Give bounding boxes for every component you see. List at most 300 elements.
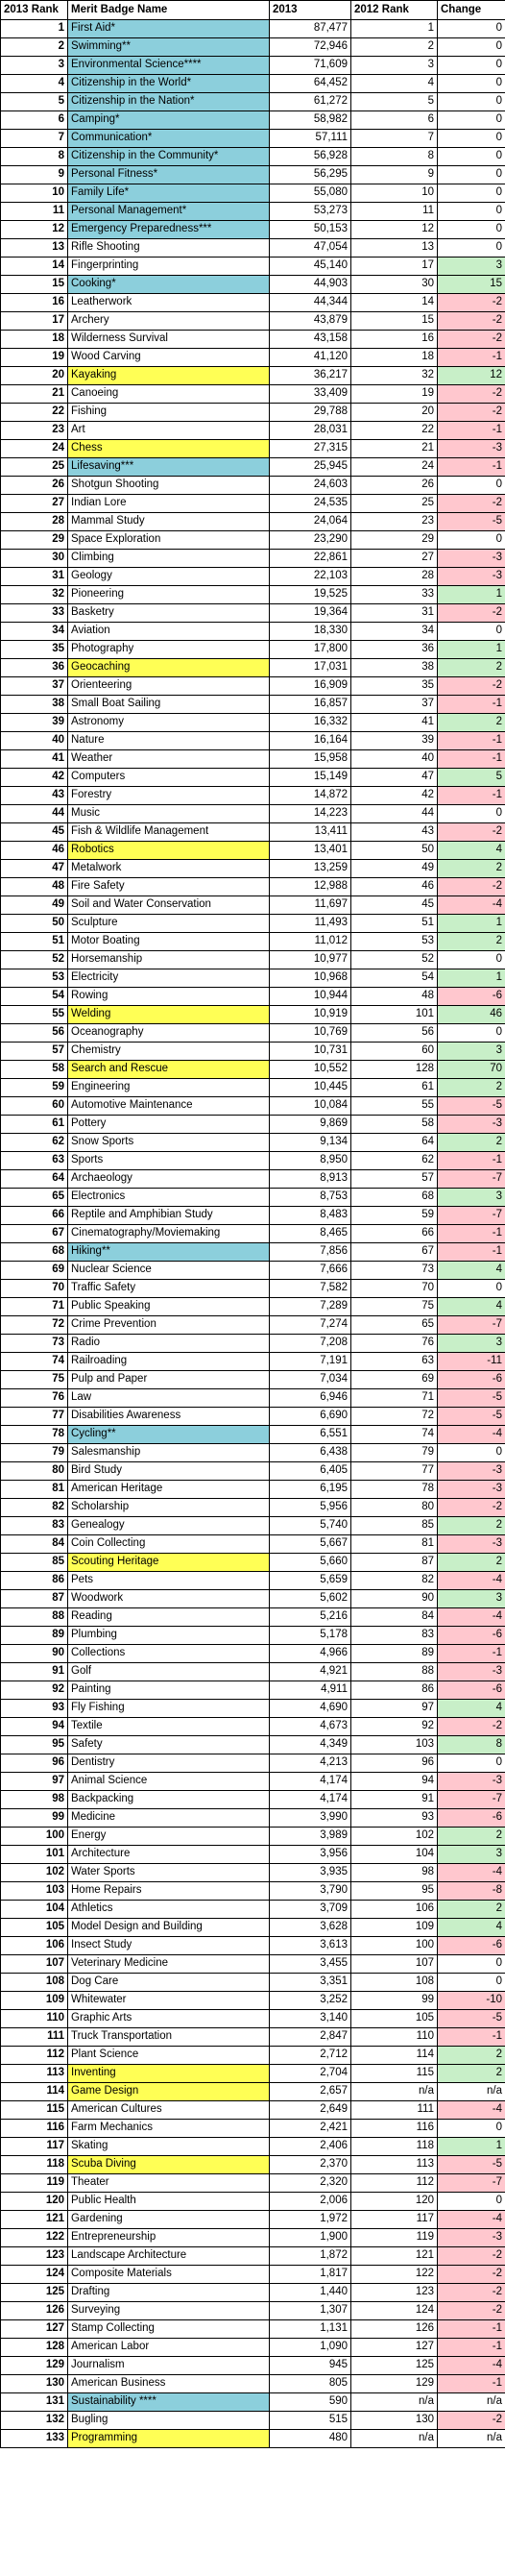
- count-2013-cell: 33,409: [270, 385, 351, 404]
- change-cell: -2: [438, 331, 505, 349]
- badge-name-cell: Insect Study: [68, 1937, 270, 1955]
- badge-name-cell: Fly Fishing: [68, 1700, 270, 1718]
- table-row: [1, 2211, 505, 2229]
- table-row: [1, 1645, 505, 1663]
- table-row: [1, 166, 505, 184]
- rank-cell: 37: [1, 677, 68, 696]
- count-2013-cell: 45,140: [270, 258, 351, 276]
- change-cell: -6: [438, 1937, 505, 1955]
- count-2013-cell: 19,525: [270, 586, 351, 604]
- change-cell: -6: [438, 1681, 505, 1700]
- table-row: [1, 57, 505, 75]
- rank-cell: 64: [1, 1170, 68, 1189]
- count-2013-cell: 9,134: [270, 1134, 351, 1152]
- badge-name-cell: Genealogy: [68, 1517, 270, 1535]
- rank-cell: 71: [1, 1298, 68, 1316]
- rank-2012-cell: 42: [351, 787, 438, 805]
- change-cell: 0: [438, 203, 505, 221]
- change-cell: 2: [438, 2065, 505, 2083]
- table-row: [1, 2393, 505, 2412]
- badge-name-cell: Home Repairs: [68, 1882, 270, 1901]
- rank-cell: 111: [1, 2028, 68, 2047]
- count-2013-cell: 10,968: [270, 969, 351, 988]
- change-cell: -2: [438, 2266, 505, 2284]
- rank-cell: 70: [1, 1280, 68, 1298]
- table-row: [1, 623, 505, 641]
- rank-cell: 3: [1, 57, 68, 75]
- badge-name-cell: Kayaking: [68, 367, 270, 385]
- rank-2012-cell: 117: [351, 2211, 438, 2229]
- change-cell: 0: [438, 1444, 505, 1462]
- rank-2012-cell: 16: [351, 331, 438, 349]
- rank-cell: 73: [1, 1335, 68, 1353]
- badge-name-cell: Veterinary Medicine: [68, 1955, 270, 1974]
- rank-2012-cell: 69: [351, 1371, 438, 1389]
- table-row: [1, 2247, 505, 2266]
- table-row: [1, 1681, 505, 1700]
- rank-2012-cell: 28: [351, 568, 438, 586]
- badge-name-cell: Sculpture: [68, 915, 270, 933]
- count-2013-cell: 7,274: [270, 1316, 351, 1335]
- badge-name-cell: Architecture: [68, 1846, 270, 1864]
- table-row: [1, 2357, 505, 2375]
- rank-2012-cell: 11: [351, 203, 438, 221]
- change-cell: 0: [438, 1754, 505, 1773]
- change-cell: 70: [438, 1061, 505, 1079]
- table-row: [1, 1353, 505, 1371]
- rank-cell: 85: [1, 1554, 68, 1572]
- rank-2012-cell: 54: [351, 969, 438, 988]
- badge-name-cell: Salesmanship: [68, 1444, 270, 1462]
- rank-cell: 106: [1, 1937, 68, 1955]
- rank-cell: 18: [1, 331, 68, 349]
- table-row: [1, 1462, 505, 1481]
- rank-cell: 121: [1, 2211, 68, 2229]
- change-cell: 3: [438, 1846, 505, 1864]
- table-row: [1, 1024, 505, 1043]
- rank-cell: 86: [1, 1572, 68, 1590]
- count-2013-cell: 13,259: [270, 860, 351, 878]
- count-2013-cell: 24,064: [270, 513, 351, 531]
- rank-2012-cell: 123: [351, 2284, 438, 2302]
- badge-name-cell: Drafting: [68, 2284, 270, 2302]
- table-row: [1, 1170, 505, 1189]
- rank-2012-cell: 112: [351, 2174, 438, 2193]
- table-row: [1, 2065, 505, 2083]
- table-row: [1, 732, 505, 750]
- badge-name-cell: Plumbing: [68, 1627, 270, 1645]
- change-cell: -5: [438, 2156, 505, 2174]
- rank-cell: 79: [1, 1444, 68, 1462]
- table-row: [1, 1937, 505, 1955]
- rank-2012-cell: 93: [351, 1809, 438, 1828]
- table-row: [1, 422, 505, 440]
- rank-2012-cell: 68: [351, 1189, 438, 1207]
- count-2013-cell: 13,411: [270, 823, 351, 842]
- badge-name-cell: Geocaching: [68, 659, 270, 677]
- table-row: [1, 2320, 505, 2339]
- rank-2012-cell: 39: [351, 732, 438, 750]
- table-row: [1, 896, 505, 915]
- badge-name-cell: Horsemanship: [68, 951, 270, 969]
- count-2013-cell: 13,401: [270, 842, 351, 860]
- badge-name-cell: Cooking*: [68, 276, 270, 294]
- badge-name-cell: Astronomy: [68, 714, 270, 732]
- rank-cell: 46: [1, 842, 68, 860]
- change-cell: n/a: [438, 2430, 505, 2448]
- badge-name-cell: Citizenship in the Community*: [68, 148, 270, 166]
- change-cell: -1: [438, 1152, 505, 1170]
- table-row: [1, 1444, 505, 1462]
- change-cell: -4: [438, 1864, 505, 1882]
- table-row: [1, 641, 505, 659]
- badge-name-cell: Animal Science: [68, 1773, 270, 1791]
- badge-name-cell: Radio: [68, 1335, 270, 1353]
- table-row: [1, 1955, 505, 1974]
- rank-2012-cell: 126: [351, 2320, 438, 2339]
- rank-cell: 96: [1, 1754, 68, 1773]
- table-row: [1, 1335, 505, 1353]
- rank-cell: 119: [1, 2174, 68, 2193]
- count-2013-cell: 3,709: [270, 1901, 351, 1919]
- badge-name-cell: Traffic Safety: [68, 1280, 270, 1298]
- count-2013-cell: 71,609: [270, 57, 351, 75]
- count-2013-cell: 3,956: [270, 1846, 351, 1864]
- rank-cell: 95: [1, 1736, 68, 1754]
- change-cell: -2: [438, 677, 505, 696]
- change-cell: 0: [438, 38, 505, 57]
- count-2013-cell: 6,195: [270, 1481, 351, 1499]
- rank-cell: 57: [1, 1043, 68, 1061]
- table-row: [1, 458, 505, 477]
- badge-name-cell: Crime Prevention: [68, 1316, 270, 1335]
- rank-2012-cell: 102: [351, 1828, 438, 1846]
- change-cell: 0: [438, 477, 505, 495]
- rank-cell: 41: [1, 750, 68, 769]
- count-2013-cell: 72,946: [270, 38, 351, 57]
- count-2013-cell: 8,753: [270, 1189, 351, 1207]
- table-row: [1, 1809, 505, 1828]
- count-2013-cell: 3,252: [270, 1992, 351, 2010]
- count-2013-cell: 24,603: [270, 477, 351, 495]
- count-2013-cell: 8,483: [270, 1207, 351, 1225]
- rank-2012-cell: 35: [351, 677, 438, 696]
- count-2013-cell: 2,704: [270, 2065, 351, 2083]
- table-row: [1, 769, 505, 787]
- table-row: [1, 2193, 505, 2211]
- count-2013-cell: 5,216: [270, 1608, 351, 1627]
- rank-cell: 103: [1, 1882, 68, 1901]
- count-2013-cell: 36,217: [270, 367, 351, 385]
- badge-name-cell: Surveying: [68, 2302, 270, 2320]
- change-cell: -1: [438, 2028, 505, 2047]
- table-row: [1, 1262, 505, 1280]
- count-2013-cell: 24,535: [270, 495, 351, 513]
- rank-cell: 92: [1, 1681, 68, 1700]
- rank-cell: 66: [1, 1207, 68, 1225]
- rank-2012-cell: 75: [351, 1298, 438, 1316]
- badge-name-cell: Pottery: [68, 1116, 270, 1134]
- rank-cell: 55: [1, 1006, 68, 1024]
- rank-2012-cell: 88: [351, 1663, 438, 1681]
- count-2013-cell: 50,153: [270, 221, 351, 239]
- count-2013-cell: 3,990: [270, 1809, 351, 1828]
- table-row: [1, 2138, 505, 2156]
- change-cell: 4: [438, 1700, 505, 1718]
- change-cell: 8: [438, 1736, 505, 1754]
- rank-2012-cell: 71: [351, 1389, 438, 1408]
- badge-name-cell: Citizenship in the World*: [68, 75, 270, 93]
- rank-2012-cell: 116: [351, 2120, 438, 2138]
- count-2013-cell: 2,649: [270, 2101, 351, 2120]
- badge-name-cell: Environmental Science****: [68, 57, 270, 75]
- change-cell: 0: [438, 1955, 505, 1974]
- rank-2012-cell: 26: [351, 477, 438, 495]
- count-2013-cell: 6,551: [270, 1426, 351, 1444]
- count-2013-cell: 22,861: [270, 550, 351, 568]
- rank-cell: 98: [1, 1791, 68, 1809]
- rank-2012-cell: 46: [351, 878, 438, 896]
- rank-2012-cell: 24: [351, 458, 438, 477]
- count-2013-cell: 6,946: [270, 1389, 351, 1408]
- badge-name-cell: Stamp Collecting: [68, 2320, 270, 2339]
- table-row: [1, 1535, 505, 1554]
- count-2013-cell: 7,191: [270, 1353, 351, 1371]
- rank-2012-cell: 43: [351, 823, 438, 842]
- table-row: [1, 1298, 505, 1316]
- count-2013-cell: 4,690: [270, 1700, 351, 1718]
- change-cell: 4: [438, 842, 505, 860]
- badge-name-cell: Cinematography/Moviemaking: [68, 1225, 270, 1243]
- count-2013-cell: 16,332: [270, 714, 351, 732]
- change-cell: 2: [438, 714, 505, 732]
- rank-cell: 100: [1, 1828, 68, 1846]
- count-2013-cell: 4,673: [270, 1718, 351, 1736]
- count-2013-cell: 16,909: [270, 677, 351, 696]
- rank-2012-cell: 5: [351, 93, 438, 111]
- rank-cell: 52: [1, 951, 68, 969]
- badge-name-cell: Nuclear Science: [68, 1262, 270, 1280]
- count-2013-cell: 10,445: [270, 1079, 351, 1097]
- rank-2012-cell: 127: [351, 2339, 438, 2357]
- header-change: Change: [438, 1, 505, 20]
- count-2013-cell: 3,989: [270, 1828, 351, 1846]
- rank-2012-cell: 7: [351, 130, 438, 148]
- table-row: [1, 696, 505, 714]
- count-2013-cell: 22,103: [270, 568, 351, 586]
- table-row: [1, 1517, 505, 1535]
- table-row: [1, 312, 505, 331]
- badge-name-cell: Chemistry: [68, 1043, 270, 1061]
- rank-2012-cell: 72: [351, 1408, 438, 1426]
- change-cell: 2: [438, 860, 505, 878]
- count-2013-cell: 7,034: [270, 1371, 351, 1389]
- change-cell: 2: [438, 933, 505, 951]
- table-row: [1, 2120, 505, 2138]
- change-cell: 0: [438, 111, 505, 130]
- badge-name-cell: Reptile and Amphibian Study: [68, 1207, 270, 1225]
- badge-name-cell: Welding: [68, 1006, 270, 1024]
- change-cell: 15: [438, 276, 505, 294]
- change-cell: 0: [438, 148, 505, 166]
- count-2013-cell: 1,090: [270, 2339, 351, 2357]
- rank-2012-cell: 55: [351, 1097, 438, 1116]
- change-cell: 4: [438, 1298, 505, 1316]
- badge-name-cell: Archaeology: [68, 1170, 270, 1189]
- badge-name-cell: Bird Study: [68, 1462, 270, 1481]
- rank-2012-cell: 20: [351, 404, 438, 422]
- rank-2012-cell: 37: [351, 696, 438, 714]
- table-row: [1, 805, 505, 823]
- rank-2012-cell: 23: [351, 513, 438, 531]
- count-2013-cell: 5,178: [270, 1627, 351, 1645]
- table-row: [1, 2302, 505, 2320]
- count-2013-cell: 805: [270, 2375, 351, 2393]
- change-cell: -2: [438, 294, 505, 312]
- rank-cell: 74: [1, 1353, 68, 1371]
- rank-2012-cell: 118: [351, 2138, 438, 2156]
- change-cell: -2: [438, 495, 505, 513]
- change-cell: 0: [438, 184, 505, 203]
- change-cell: -7: [438, 2174, 505, 2193]
- table-row: [1, 1882, 505, 1901]
- change-cell: -5: [438, 513, 505, 531]
- rank-cell: 23: [1, 422, 68, 440]
- badge-name-cell: Medicine: [68, 1809, 270, 1828]
- rank-cell: 104: [1, 1901, 68, 1919]
- count-2013-cell: 41,120: [270, 349, 351, 367]
- rank-cell: 131: [1, 2393, 68, 2412]
- rank-2012-cell: 105: [351, 2010, 438, 2028]
- table-row: [1, 276, 505, 294]
- badge-name-cell: Dentistry: [68, 1754, 270, 1773]
- table-row: [1, 184, 505, 203]
- change-cell: 2: [438, 2047, 505, 2065]
- rank-cell: 13: [1, 239, 68, 258]
- badge-name-cell: Backpacking: [68, 1791, 270, 1809]
- change-cell: -2: [438, 1499, 505, 1517]
- rank-2012-cell: 80: [351, 1499, 438, 1517]
- rank-cell: 87: [1, 1590, 68, 1608]
- change-cell: 0: [438, 2193, 505, 2211]
- rank-cell: 48: [1, 878, 68, 896]
- rank-cell: 102: [1, 1864, 68, 1882]
- change-cell: -4: [438, 1608, 505, 1627]
- rank-2012-cell: 119: [351, 2229, 438, 2247]
- rank-cell: 91: [1, 1663, 68, 1681]
- badge-name-cell: Public Speaking: [68, 1298, 270, 1316]
- table-row: [1, 550, 505, 568]
- rank-cell: 108: [1, 1974, 68, 1992]
- count-2013-cell: 10,769: [270, 1024, 351, 1043]
- rank-2012-cell: 114: [351, 2047, 438, 2065]
- count-2013-cell: 29,788: [270, 404, 351, 422]
- table-row: [1, 93, 505, 111]
- change-cell: -3: [438, 568, 505, 586]
- badge-name-cell: Electronics: [68, 1189, 270, 1207]
- table-row: [1, 1554, 505, 1572]
- badge-name-cell: Fishing: [68, 404, 270, 422]
- rank-2012-cell: 130: [351, 2412, 438, 2430]
- header-rank-2012: 2012 Rank: [351, 1, 438, 20]
- count-2013-cell: 15,958: [270, 750, 351, 769]
- rank-2012-cell: 97: [351, 1700, 438, 1718]
- rank-cell: 36: [1, 659, 68, 677]
- count-2013-cell: 16,164: [270, 732, 351, 750]
- badge-name-cell: Mammal Study: [68, 513, 270, 531]
- count-2013-cell: 15,149: [270, 769, 351, 787]
- table-row: [1, 1700, 505, 1718]
- table-row: [1, 1116, 505, 1134]
- count-2013-cell: 18,330: [270, 623, 351, 641]
- change-cell: 0: [438, 93, 505, 111]
- rank-cell: 45: [1, 823, 68, 842]
- change-cell: 3: [438, 258, 505, 276]
- badge-name-cell: Scouting Heritage: [68, 1554, 270, 1572]
- badge-name-cell: Sports: [68, 1152, 270, 1170]
- table-row: [1, 1006, 505, 1024]
- rank-2012-cell: 66: [351, 1225, 438, 1243]
- change-cell: -1: [438, 422, 505, 440]
- change-cell: 2: [438, 1134, 505, 1152]
- count-2013-cell: 1,972: [270, 2211, 351, 2229]
- table-row: [1, 349, 505, 367]
- change-cell: -2: [438, 1718, 505, 1736]
- table-row: [1, 933, 505, 951]
- table-row: [1, 2375, 505, 2393]
- table-row: [1, 1189, 505, 1207]
- badge-name-cell: Communication*: [68, 130, 270, 148]
- badge-name-cell: Hiking**: [68, 1243, 270, 1262]
- badge-name-cell: Art: [68, 422, 270, 440]
- badge-name-cell: Journalism: [68, 2357, 270, 2375]
- rank-cell: 81: [1, 1481, 68, 1499]
- badge-name-cell: Computers: [68, 769, 270, 787]
- change-cell: 0: [438, 75, 505, 93]
- rank-cell: 32: [1, 586, 68, 604]
- rank-2012-cell: n/a: [351, 2430, 438, 2448]
- rank-cell: 129: [1, 2357, 68, 2375]
- change-cell: -10: [438, 1992, 505, 2010]
- rank-cell: 75: [1, 1371, 68, 1389]
- rank-2012-cell: 67: [351, 1243, 438, 1262]
- change-cell: -2: [438, 385, 505, 404]
- rank-2012-cell: 1: [351, 20, 438, 38]
- badge-name-cell: Law: [68, 1389, 270, 1408]
- rank-2012-cell: 9: [351, 166, 438, 184]
- change-cell: -6: [438, 1371, 505, 1389]
- count-2013-cell: 23,290: [270, 531, 351, 550]
- badge-name-cell: Composite Materials: [68, 2266, 270, 2284]
- table-row: [1, 2047, 505, 2065]
- rank-cell: 78: [1, 1426, 68, 1444]
- change-cell: 46: [438, 1006, 505, 1024]
- rank-cell: 63: [1, 1152, 68, 1170]
- rank-2012-cell: 87: [351, 1554, 438, 1572]
- table-row: [1, 1481, 505, 1499]
- table-row: [1, 1243, 505, 1262]
- table-row: [1, 1992, 505, 2010]
- count-2013-cell: 3,455: [270, 1955, 351, 1974]
- badge-name-cell: Farm Mechanics: [68, 2120, 270, 2138]
- table-row: [1, 1901, 505, 1919]
- count-2013-cell: 4,213: [270, 1754, 351, 1773]
- count-2013-cell: 28,031: [270, 422, 351, 440]
- badge-name-cell: Citizenship in the Nation*: [68, 93, 270, 111]
- rank-2012-cell: 53: [351, 933, 438, 951]
- table-body: [1, 20, 505, 2448]
- rank-cell: 53: [1, 969, 68, 988]
